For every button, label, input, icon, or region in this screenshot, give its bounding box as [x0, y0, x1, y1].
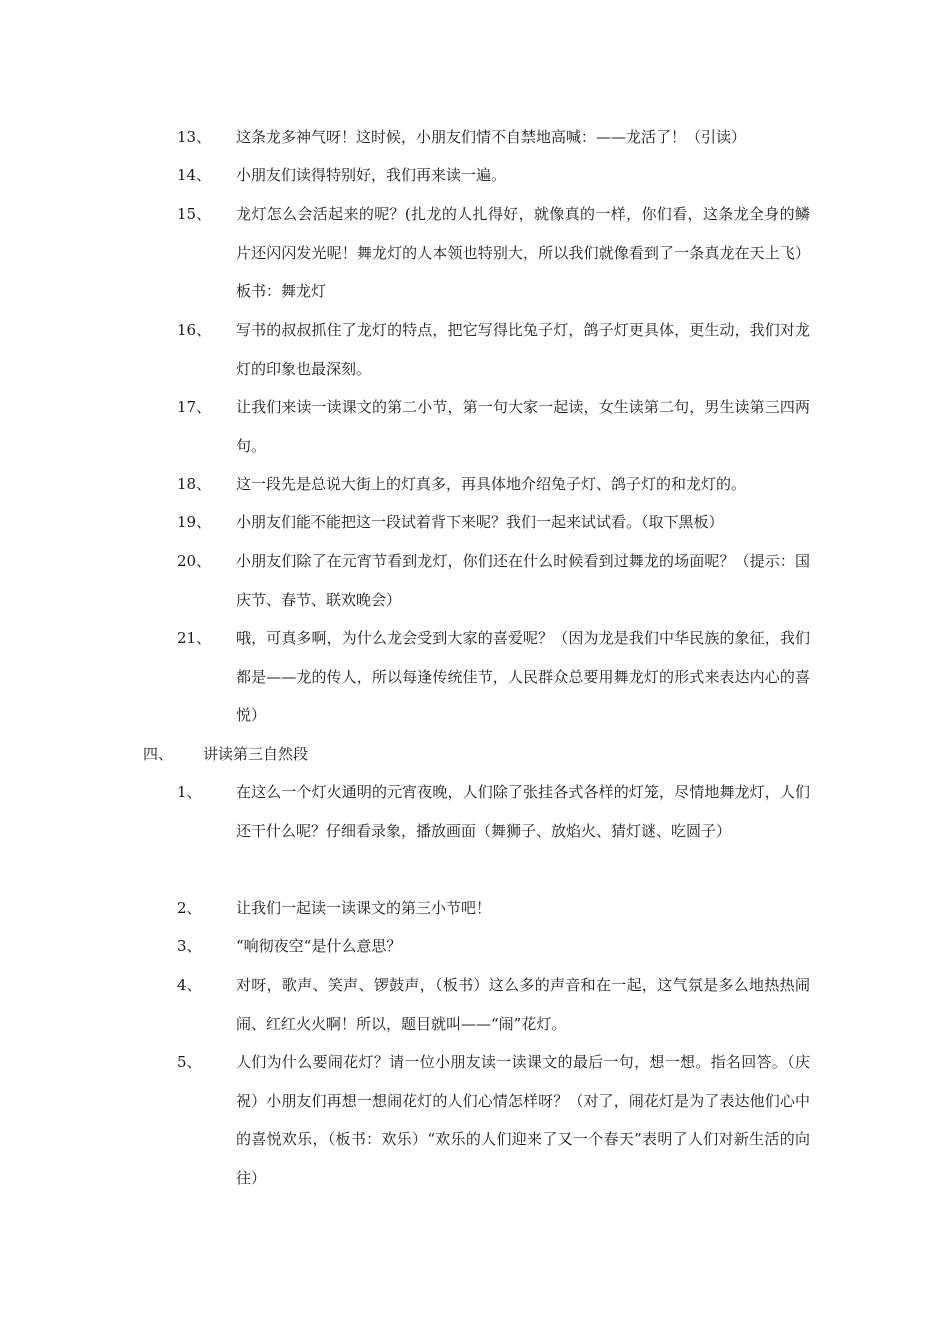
item-text: 让我们来读一读课文的第二小节，第一句大家一起读，女生读第二句，男生读第三四两句。: [236, 398, 810, 455]
item-number: 3、: [177, 937, 202, 955]
item-number: 2、: [177, 899, 202, 917]
item-text: 小朋友们能不能把这一段试着背下来呢？我们一起来试试看。（取下黑板）: [236, 513, 724, 531]
item-text: 写书的叔叔抓住了龙灯的特点，把它写得比兔子灯，鸽子灯更具体，更生动，我们对龙灯的印象也最深刻。: [236, 321, 810, 378]
item-number: 5、: [177, 1053, 202, 1071]
item-number: 18、: [177, 475, 212, 493]
section-title: 讲读第三自然段: [203, 745, 309, 763]
item-number: 17、: [177, 398, 212, 416]
item-number: 15、: [177, 205, 212, 223]
item-number: 19、: [177, 513, 212, 531]
item-number: 20、: [177, 552, 212, 570]
item-text: 哦，可真多啊，为什么龙会受到大家的喜爱呢？（因为龙是我们中华民族的象征，我们都是——龙的传人，所以每逢传统佳节，人民群众总要用舞龙灯的形式来表达内心的喜悦）: [236, 629, 810, 724]
item-number: 16、: [177, 321, 212, 339]
item-text: 在这么一个灯火通明的元宵夜晚，人们除了张挂各式各样的灯笼，尽情地舞龙灯，人们还干什么呢？仔细看录象，播放画面（舞狮子、放焰火、猜灯谜、吃圆子）: [236, 783, 810, 840]
item-number: 21、: [177, 629, 212, 647]
item-text: 这一段先是总说大街上的灯真多，再具体地介绍兔子灯、鸽子灯的和龙灯的。: [236, 475, 747, 493]
item-number: 14、: [177, 166, 212, 184]
item-text: 这条龙多神气呀！这时候，小朋友们情不自禁地高喊：——龙活了！（引读）: [236, 128, 747, 146]
item-text: “响彻夜空“是什么意思？: [236, 937, 402, 955]
item-text: 对呀，歌声、笑声、锣鼓声，（板书）这么多的声音和在一起，这气氛是多么地热热闹闹、红红火火啊！所以，题目就叫——“闹”花灯。: [236, 976, 810, 1033]
item-text: 人们为什么要闹花灯？请一位小朋友读一读课文的最后一句，想一想。指名回答。（庆祝）小朋友们再想一想闹花灯的人们心情怎样呀？（对了，闹花灯是为了表达他们心中的喜悦欢乐，（板书：欢乐）“欢乐的人们迎来了又一个春天”表明了人们对新生活的向往）: [236, 1053, 810, 1187]
item-number: 13、: [177, 128, 212, 146]
item-text: 龙灯怎么会活起来的呢？(扎龙的人扎得好，就像真的一样，你们看，这条龙全身的鳞片还闪闪发光呢！舞龙灯的人本领也特别大，所以我们就像看到了一条真龙在天上飞）板书：舞龙灯: [236, 205, 810, 300]
item-number: 4、: [177, 976, 202, 994]
item-text: 小朋友们除了在元宵节看到龙灯，你们还在什么时候看到过舞龙的场面呢？（提示：国庆节、春节、联欢晚会）: [236, 552, 810, 609]
item-text: 让我们一起读一读课文的第三小节吧！: [236, 899, 492, 917]
item-text: 小朋友们读得特别好，我们再来读一遍。: [236, 166, 507, 184]
section-number: 四、: [143, 745, 174, 763]
item-number: 1、: [177, 783, 202, 801]
